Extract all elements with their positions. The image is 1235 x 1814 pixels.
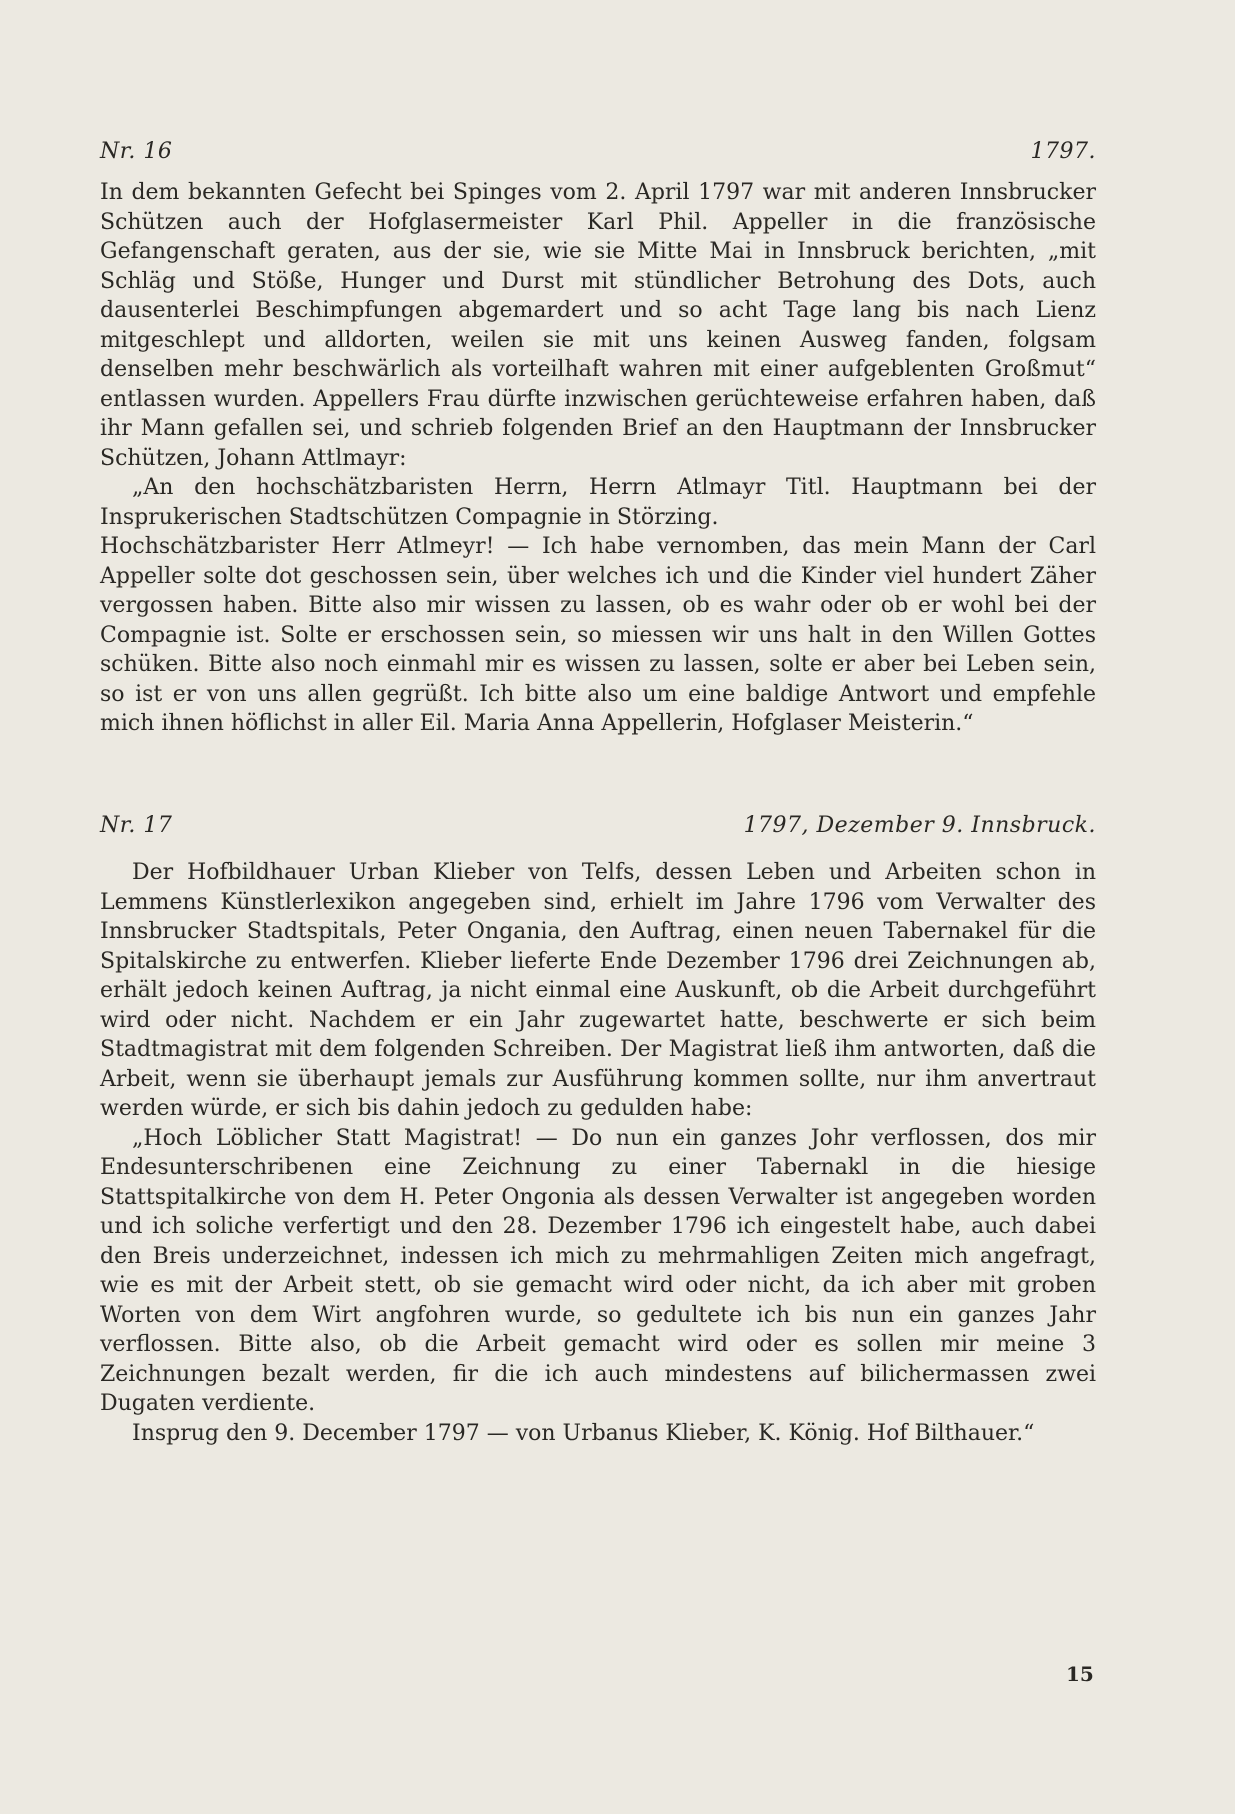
page-number: 15 <box>1066 1662 1094 1686</box>
entry-number: Nr. 17 <box>100 813 173 838</box>
entry-date: 1797. <box>1030 139 1096 164</box>
entry-date: 1797, Dezember 9. Innsbruck. <box>743 813 1096 838</box>
entry-body-17 <box>100 858 1096 1448</box>
entry-body-16 <box>100 178 1096 739</box>
paragraph: „An den hochschätzbaristen Herrn, Herrn Atlmayr Titl. Hauptmann bei der Insprukerischen Stadtschützen Compagnie in Störzing. <box>100 475 1096 530</box>
paragraph: Hochschätzbarister Herr Atlmeyr! — Ich habe vernomben, das mein Mann der Carl Appeller solte dot geschossen sein, über welches ich und die Kinder viel hundert Zäher vergossen haben. Bitte also mir wissen zu lassen, ob es wahr oder ob er wohl bei der Compagnie ist. Solte er erschossen sein, so miessen wir uns halt in den Willen Gottes schüken. Bitte also noch einmahl mir es wissen zu lassen, solte er aber bei Leben sein, so ist er von uns allen gegrüßt. Ich bitte also um eine baldige Antwort und empfehle mich ihnen höflichst in aller Eil. Maria Anna Appellerin, Hofglaser Meisterin.“ <box>100 534 1096 736</box>
entry-number: Nr. 16 <box>100 139 173 164</box>
paragraph: Der Hofbildhauer Urban Klieber von Telfs, dessen Leben und Arbeiten schon in Lemmens Künstlerlexikon angegeben sind, erhielt im Jahre 1796 vom Verwalter des Innsbrucker Stadtspitals, Peter Ongania, den Auftrag, einen neuen Tabernakel für die Spitalskirche zu entwerfen. Klieber lieferte Ende Dezember 1796 drei Zeichnungen ab, erhält jedoch keinen Auftrag, ja nicht einmal eine Auskunft, ob die Arbeit durchgeführt wird oder nicht. Nachdem er ein Jahr zugewartet hatte, beschwerte er sich beim Stadtmagistrat mit dem folgenden Schreiben. Der Magistrat ließ ihm antworten, daß die Arbeit, wenn sie überhaupt jemals zur Ausführung kommen sollte, nur ihm anvertraut werden würde, er sich bis dahin jedoch zu gedulden habe: <box>100 860 1096 1121</box>
paragraph: Insprug den 9. December 1797 — von Urbanus Klieber, K. König. Hof Bilthauer.“ <box>132 1420 1035 1446</box>
paragraph: In dem bekannten Gefecht bei Spinges vom 2. April 1797 war mit anderen Innsbrucker Schützen auch der Hofglasermeister Karl Phil. Appeller in die französische Gefangenschaft geraten, aus der sie, wie sie Mitte Mai in Innsbruck berichten, „mit Schläg und Stöße, Hunger und Durst mit stündlicher Betrohung des Dots, auch dausenterlei Beschimpfungen abgemardert und so acht Tage lang bis nach Lienz mitgeschlept und alldorten, weilen sie mit uns keinen Ausweg fanden, folgsam denselben mehr beschwärlich als vorteilhaft wahren mit einer aufgeblenten Großmut“ entlassen wurden. Appellers Frau dürfte inzwischen gerüchteweise erfahren haben, daß ihr Mann gefallen sei, und schrieb folgenden Brief an den Hauptmann der Innsbrucker Schützen, Johann Attlmayr: <box>100 180 1096 471</box>
paragraph: „Hoch Löblicher Statt Magistrat! — Do nun ein ganzes Johr verflossen, dos mir Endesunterschribenen eine Zeichnung zu einer Tabernakl in die hiesige Stattspitalkirche von dem H. Peter Ongonia als dessen Verwalter ist angegeben worden und ich soliche verfertigt und den 28. Dezember 1796 ich eingestelt habe, auch dabei den Breis underzeichnet, indessen ich mich zu mehrmahligen Zeiten mich angefragt, wie es mit der Arbeit stett, ob sie gemacht wird oder nicht, da ich aber mit groben Worten von dem Wirt angfohren wurde, so gedultete ich bis nun ein ganzes Jahr verflossen. Bitte also, ob die Arbeit gemacht wird oder es sollen mir meine 3 Zeichnungen bezalt werden, fir die ich auch mindestens auf bilichermassen zwei Dugaten verdiente. <box>100 1125 1096 1416</box>
entry-header-16 <box>100 138 1096 166</box>
entry-header-17 <box>100 812 1096 840</box>
